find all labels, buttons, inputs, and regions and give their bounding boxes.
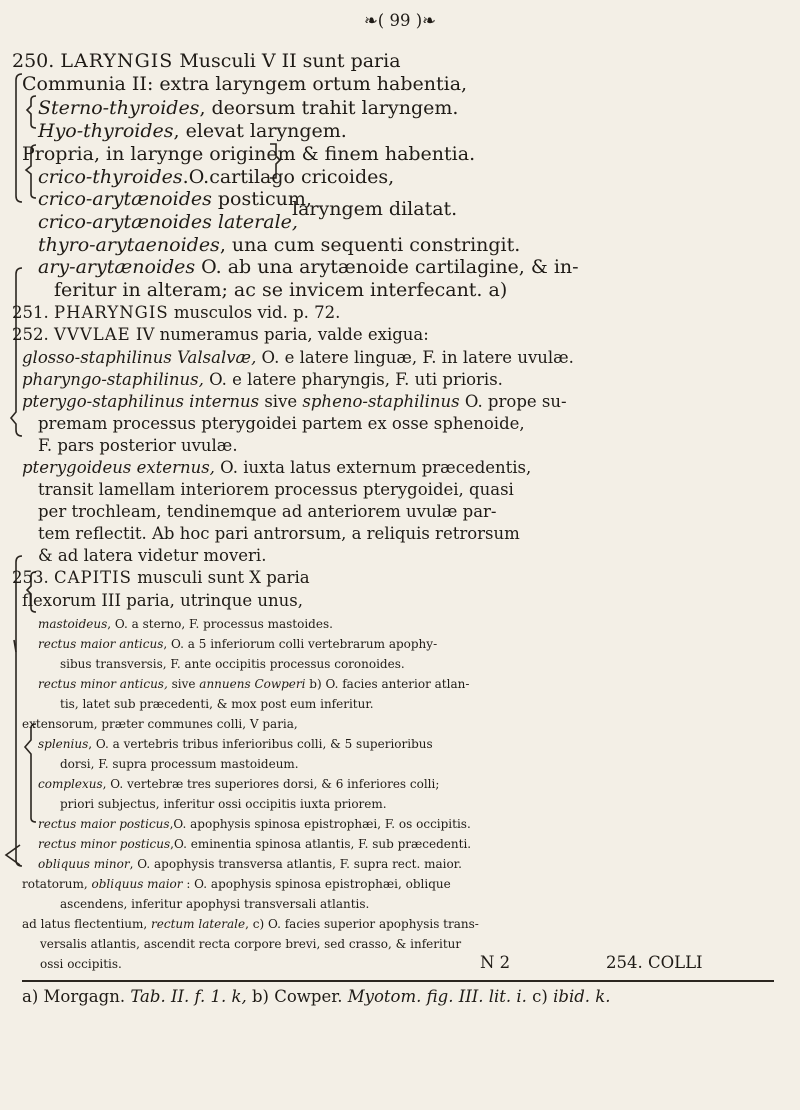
section-253-heading: 253. CAPITIS musculi sunt X paria xyxy=(12,568,310,587)
line-253-19: ossi occipitis. xyxy=(40,957,122,971)
line-252-1: glosso-staphilinus Valsalvæ, O. e latere linguæ, F. in latere uvulæ. xyxy=(22,348,574,367)
line-253-15: rotatorum, obliquus maior : O. apophysis spinosa epistrophæi, oblique xyxy=(22,877,451,891)
line-253-16: ascendens, inferitur apophysi transversali atlantis. xyxy=(60,897,370,911)
line-250-6: crico-arytænoides posticum, xyxy=(38,188,312,210)
line-252-10: & ad latera videtur moveri. xyxy=(38,546,267,565)
section-251-heading: 251. PHARYNGIS musculos vid. p. 72. xyxy=(12,303,341,322)
line-253-4: sibus transversis, F. ante occipitis processus coronoides. xyxy=(60,657,405,671)
line-253-9: dorsi, F. supra processum mastoideum. xyxy=(60,757,299,771)
line-253-2: mastoideus, O. a sterno, F. processus mastoides. xyxy=(38,617,333,631)
line-253-14: obliquus minor, O. apophysis transversa atlantis, F. supra rect. maior. xyxy=(38,857,462,871)
line-253-8: splenius, O. a vertebris tribus inferioribus colli, & 5 superioribus xyxy=(38,737,433,751)
footnote-rule xyxy=(22,980,774,982)
line-250-5: crico-thyroides.O.cartilago cricoides, xyxy=(38,166,395,188)
section-250-heading: 250. LARYNGIS Musculi V II sunt paria xyxy=(12,50,401,72)
line-253-1: flexorum III paria, utrinque unus, xyxy=(22,591,303,610)
line-250-7: crico-arytænoides laterale, xyxy=(38,211,298,233)
line-253-3: rectus maior anticus, O. a 5 inferiorum colli vertebrarum apophy- xyxy=(38,637,438,651)
line-250-6-dilatat: laryngem dilatat. xyxy=(292,198,458,220)
line-250-2: Sterno-thyroides, deorsum trahit laryngem. xyxy=(38,97,459,119)
line-252-2: pharyngo-staphilinus, O. e latere pharyngis, F. uti prioris. xyxy=(22,370,503,389)
line-253-11: priori subjectus, inferitur ossi occipitis iuxta priorem. xyxy=(60,797,387,811)
line-250-10: feritur in alteram; ac se invicem interfecant. a) xyxy=(54,279,508,301)
line-253-10: complexus, O. vertebræ tres superiores dorsi, & 6 inferiores colli; xyxy=(38,777,440,791)
line-250-1: Communia II: extra laryngem ortum habentia, xyxy=(22,73,468,95)
footnotes: a) Morgagn. Tab. II. f. 1. k, b) Cowper. Myotom. fig. III. lit. i. c) ibid. k. xyxy=(22,987,611,1006)
line-252-3: pterygo-staphilinus internus sive spheno-staphilinus O. prope su- xyxy=(22,392,567,411)
line-252-4: premam processus pterygoidei partem ex osse sphenoide, xyxy=(38,414,525,433)
line-250-8: thyro-arytaenoides, una cum sequenti constringit. xyxy=(38,234,521,256)
line-253-17: ad latus flectentium, rectum laterale, c) O. facies superior apophysis trans- xyxy=(22,917,479,931)
line-252-9: tem reflectit. Ab hoc pari antrorsum, a reliquis retrorsum xyxy=(38,524,520,543)
catchword: 254. COLLI xyxy=(606,953,703,972)
line-252-6: pterygoideus externus, O. iuxta latus externum præcedentis, xyxy=(22,458,532,477)
line-253-18: versalis atlantis, ascendit recta corpore brevi, sed crasso, & inferitur xyxy=(40,937,462,951)
section-252-heading: 252. VVVLAE IV numeramus paria, valde exigua: xyxy=(12,325,429,344)
line-253-6: tis, latet sub præcedenti, & mox post eum inferitur. xyxy=(60,697,374,711)
line-252-5: F. pars posterior uvulæ. xyxy=(38,436,238,455)
signature-mark: N 2 xyxy=(480,953,511,972)
line-250-3: Hyo-thyroides, elevat laryngem. xyxy=(38,120,347,142)
line-253-12: rectus maior posticus,O. apophysis spinosa epistrophæi, F. os occipitis. xyxy=(38,817,471,831)
line-250-9: ary-arytænoides O. ab una arytænoide cartilagine, & in- xyxy=(38,256,579,278)
line-252-7: transit lamellam interiorem processus pterygoidei, quasi xyxy=(38,480,514,499)
page-number: ❧( 99 )❧ xyxy=(363,11,436,30)
line-253-7: extensorum, præter communes colli, V paria, xyxy=(22,717,298,731)
line-253-13: rectus minor posticus,O. eminentia spinosa atlantis, F. sub præcedenti. xyxy=(38,837,472,851)
line-253-5: rectus minor anticus, sive annuens Cowperi b) O. facies anterior atlan- xyxy=(38,677,470,691)
line-250-4: Propria, in larynge originem & finem habentia. xyxy=(22,143,476,165)
line-252-8: per trochleam, tendinemque ad anteriorem uvulæ par- xyxy=(38,502,497,521)
